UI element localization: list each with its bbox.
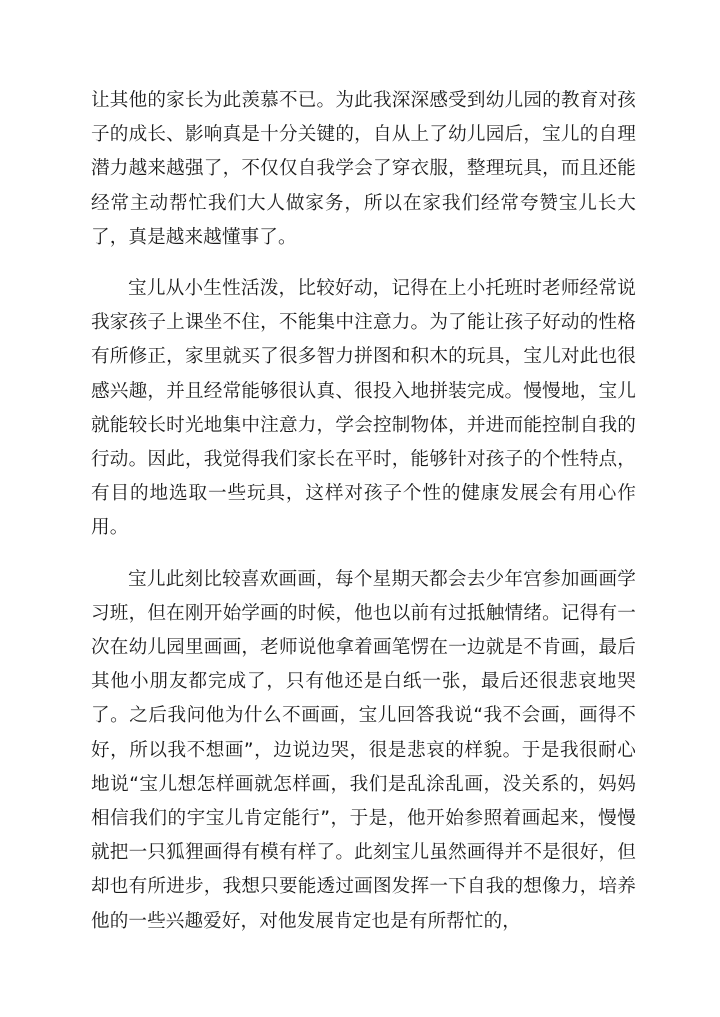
document-body bbox=[91, 84, 636, 939]
paragraph-3: 宝儿此刻比较喜欢画画，每个星期天都会去少年宫参加画画学习班，但在刚开始学画的时候，他也以前有过抵触情绪。记得有一次在幼儿园里画画，老师说他拿着画笔愣在一边就是不肯画，最后其他小朋友都完成了，只有他还是白纸一张，最后还很悲哀地哭了。之后我问他为什么不画画，宝儿回答我说“我不会画，画得不好，所以我不想画”，边说边哭，很是悲哀的样貌。于是我很耐心地说“宝儿想怎样画就怎样画，我们是乱涂乱画，没关系的，妈妈相信我们的宇宝儿肯定能行”，于是，他开始参照着画起来，慢慢就把一只狐狸画得有模有样了。此刻宝儿虽然画得并不是很好，但却也有所进步，我想只要能透过画图发挥一下自我的想像力，培养他的一些兴趣爱好，对他发展肯定也是有所帮忙的， bbox=[91, 568, 636, 932]
paragraph-1: 让其他的家长为此羡慕不已。为此我深深感受到幼儿园的教育对孩子的成长、影响真是十分关键的，自从上了幼儿园后，宝儿的自理潜力越来越强了，不仅仅自我学会了穿衣服，整理玩具，而且还能经常主动帮忙我们大人做家务，所以在家我们经常夸赞宝儿长大了，真是越来越懂事了。 bbox=[91, 90, 636, 248]
paragraph-2: 宝儿从小生性活泼，比较好动，记得在上小托班时老师经常说我家孩子上课坐不住，不能集中注意力。为了能让孩子好动的性格有所修正，家里就买了很多智力拼图和积木的玩具，宝儿对此也很感兴趣，并且经常能够很认真、很投入地拼装完成。慢慢地，宝儿就能较长时光地集中注意力，学会控制物体，并进而能控制自我的行动。因此，我觉得我们家长在平时，能够针对孩子的个性特点，有目的地选取一些玩具，这样对孩子个性的健康发展会有用心作用。 bbox=[91, 278, 636, 539]
